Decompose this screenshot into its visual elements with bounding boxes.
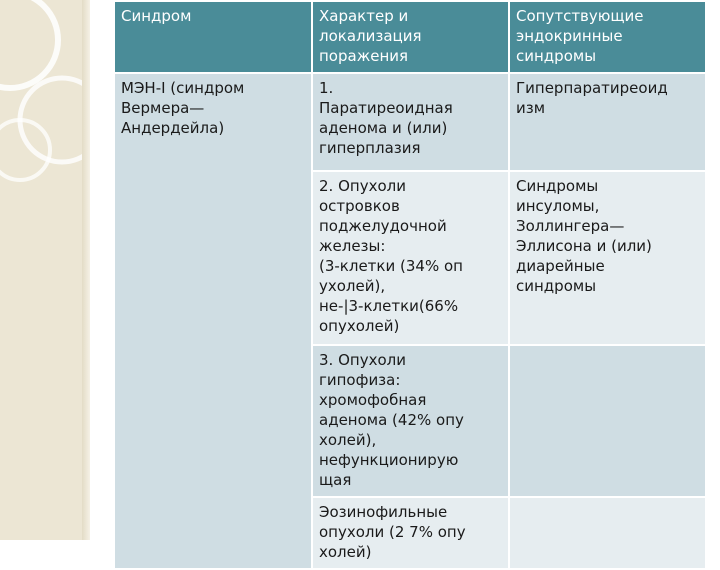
- lesion-cell: Эозинофильные опухоли (2 7% опу холей): [312, 497, 509, 569]
- header-lesion: Характер и локализация поражения: [312, 1, 509, 73]
- endocrine-cell: [509, 497, 706, 569]
- table-row: [114, 73, 706, 171]
- syndrome-cell: МЭН-I (синдром Вермера— Андердейла): [114, 73, 312, 569]
- lesion-cell: 1. Паратиреоидная аденома и (или) гиперплазия: [312, 73, 509, 171]
- header-syndrome: Синдром: [114, 1, 312, 73]
- decorative-side-panel: [0, 0, 90, 540]
- endocrine-cell: Гиперпаратиреоид изм: [509, 73, 706, 171]
- lesion-cell: 2. Опухоли островков поджелудочной железы: (3-клетки (34% оп ухолей), не-|3-клетки(66% опухолей): [312, 171, 509, 345]
- syndrome-table: [113, 0, 707, 570]
- header-endocrine: Сопутствующие эндокринные синдромы: [509, 1, 706, 73]
- endocrine-cell: Синдромы инсуломы, Золлингера— Эллисона и (или) диарейные синдромы: [509, 171, 706, 345]
- lesion-cell: 3. Опухоли гипофиза: хромофобная аденома (42% опу холей), нефункционирую щая: [312, 345, 509, 497]
- table-header-row: [114, 1, 706, 73]
- endocrine-cell: [509, 345, 706, 497]
- decorative-circles: [0, 0, 90, 540]
